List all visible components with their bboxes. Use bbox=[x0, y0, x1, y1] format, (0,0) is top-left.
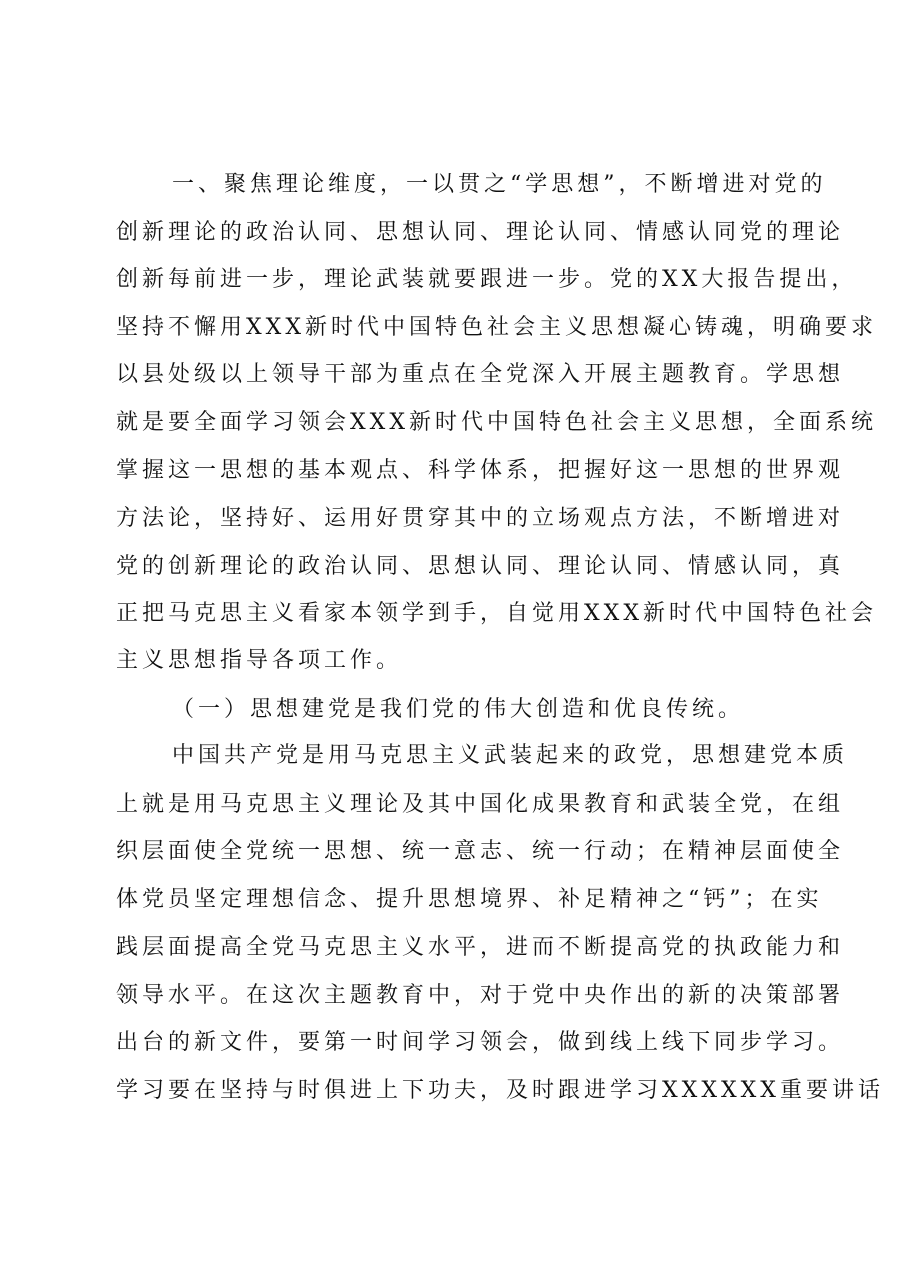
paragraph-line: 坚持不懈用XXX新时代中国特色社会主义思想凝心铸魂，明确要求 bbox=[116, 315, 877, 340]
section-subheading: （一）思想建党是我们党的伟大创造和优良传统。 bbox=[172, 697, 745, 722]
paragraph-line: 上就是用马克思主义理论及其中国化成果教育和武装全党，在组 bbox=[116, 792, 845, 817]
paragraph-line: 织层面使全党统一思想、统一意志、统一行动；在精神层面使全 bbox=[116, 839, 845, 864]
paragraph-line: 掌握这一思想的基本观点、科学体系，把握好这一思想的世界观 bbox=[116, 458, 845, 483]
paragraph-line: 一、聚焦理论维度，一以贯之“学思想”，不断增进对党的 bbox=[172, 172, 827, 197]
paragraph-line: 就是要全面学习领会XXX新时代中国特色社会主义思想，全面系统 bbox=[116, 410, 877, 435]
paragraph-line: 创新每前进一步，理论武装就要跟进一步。党的XX大报告提出， bbox=[116, 267, 858, 292]
paragraph-line: 以县处级以上领导干部为重点在全党深入开展主题教育。学思想 bbox=[116, 362, 845, 387]
paragraph-line: 出台的新文件，要第一时间学习领会，做到线上线下同步学习。 bbox=[116, 1030, 845, 1055]
paragraph-line: 学习要在坚持与时俱进上下功夫，及时跟进学习XXXXXX重要讲话 bbox=[116, 1078, 884, 1103]
paragraph-line: 正把马克思主义看家本领学到手，自觉用XXX新时代中国特色社会 bbox=[116, 601, 877, 626]
paragraph-line: 党的创新理论的政治认同、思想认同、理论认同、情感认同，真 bbox=[116, 554, 845, 579]
paragraph-line: 践层面提高全党马克思主义水平，进而不断提高党的执政能力和 bbox=[116, 935, 845, 960]
paragraph-line: 中国共产党是用马克思主义武装起来的政党，思想建党本质 bbox=[172, 743, 849, 768]
paragraph-line: 方法论，坚持好、运用好贯穿其中的立场观点方法，不断增进对 bbox=[116, 506, 845, 531]
paragraph-line: 体党员坚定理想信念、提升思想境界、补足精神之“钙”；在实 bbox=[116, 887, 823, 912]
paragraph-line: 领导水平。在这次主题教育中，对于党中央作出的新的决策部署 bbox=[116, 983, 845, 1008]
paragraph-line: 创新理论的政治认同、思想认同、理论认同、情感认同党的理论 bbox=[116, 220, 845, 245]
paragraph-line: 主义思想指导各项工作。 bbox=[116, 648, 403, 673]
